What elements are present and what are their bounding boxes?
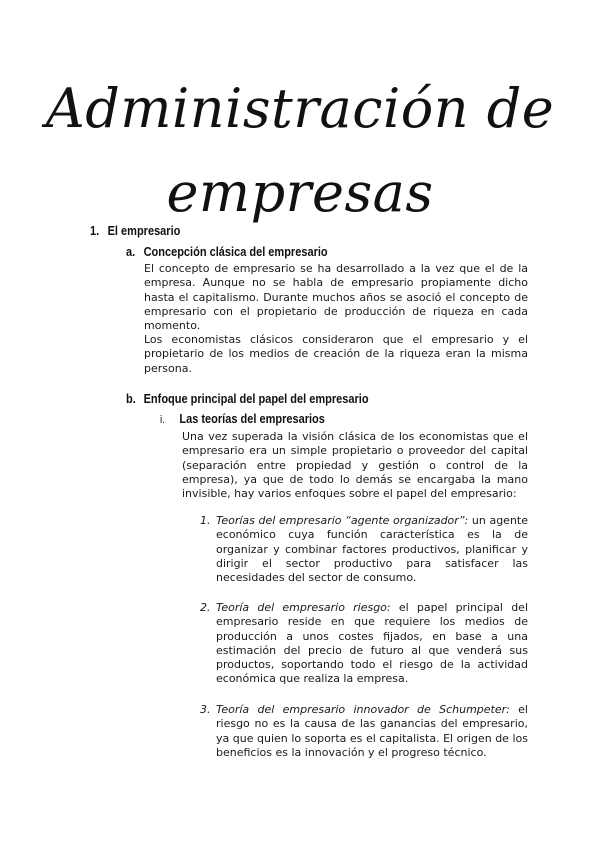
list-item-body bbox=[216, 703, 528, 760]
list-item-text: el riesgo no es la causa de las ganancias del empresario, ya que quien lo soporta es el capitalista. El origen de los beneficios es la innovación y el progreso técnico. bbox=[216, 703, 528, 759]
subsection-heading-a bbox=[126, 245, 328, 259]
subsubsection-marker: i. bbox=[160, 414, 165, 426]
list-item-text: un agente económico cuya función característica es la de organizar y combinar factores productivos, planificar y dirigir el sector productivo para satisfacer las necesidades del sector de consumo. bbox=[216, 514, 529, 585]
document-title-line-2: empresas bbox=[166, 161, 434, 224]
list-item-body bbox=[216, 514, 528, 585]
section-heading-1 bbox=[90, 224, 180, 238]
document-title-line-1: Administración de bbox=[45, 77, 555, 140]
list-item-lead: Teoría del empresario riesgo: bbox=[216, 601, 391, 614]
section-number: 1. bbox=[90, 224, 100, 238]
list-item bbox=[200, 703, 528, 760]
subsection-title: Concepción clásica del empresario bbox=[143, 245, 328, 259]
list-item bbox=[200, 601, 528, 687]
section-title: El empresario bbox=[107, 224, 181, 238]
subsection-marker: b. bbox=[126, 392, 136, 406]
subsection-title: Enfoque principal del papel del empresario bbox=[143, 392, 369, 406]
list-item-number: 1. bbox=[200, 514, 211, 527]
list-item-body bbox=[216, 601, 528, 687]
list-item-number: 2. bbox=[200, 601, 211, 614]
paragraph-theories-intro: Una vez superada la visión clásica de los economistas que el empresario era un simple propietario o proveedor del capital (separación entre propiedad y gestión o control de la empresa), ya que de todo lo demás se encargaba la mano invisible, hay varios enfoques sobre el papel del empresario: bbox=[182, 430, 528, 501]
subsection-marker: a. bbox=[126, 245, 136, 259]
subsubsection-heading-i bbox=[160, 412, 325, 426]
subsubsection-title: Las teorías del empresarios bbox=[179, 412, 325, 426]
list-item-lead: Teorías del empresario “agente organizador”: bbox=[216, 514, 469, 527]
paragraph-classical-economists: Los economistas clásicos consideraron que el empresario y el propietario de los medios de creación de la riqueza eran la misma persona. bbox=[144, 333, 528, 375]
paragraph-concept: El concepto de empresario se ha desarrollado a la vez que el de la empresa. Aunque no se habla de empresario propiamente dicho hasta el capitalismo. Durante muchos años se asoció el concepto de empresario con el propietario de producción de riqueza en cada momento. bbox=[144, 262, 528, 333]
subsection-heading-b bbox=[126, 392, 369, 406]
list-item-lead: Teoría del empresario innovador de Schumpeter: bbox=[216, 703, 510, 716]
list-item-text: el papel principal del empresario reside en que requiere los medios de producción a unos costes fijados, en base a una estimación del precio de futuro al que venderá sus productos, soportando todo el riesgo de la actividad económica que realiza la empresa. bbox=[216, 601, 528, 686]
list-item bbox=[200, 514, 528, 585]
list-item-number: 3. bbox=[200, 703, 211, 716]
